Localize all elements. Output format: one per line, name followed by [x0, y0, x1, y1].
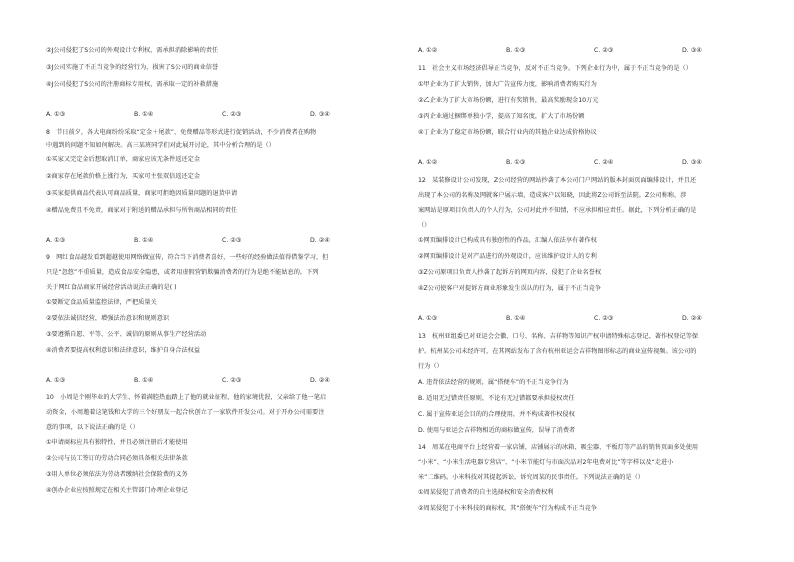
question-14-stem-line: “小米”、“小米生活电器专营店”、“小米节能灯与市面次品对2年电费对比”等字样以及“走进小 — [418, 459, 674, 466]
left-column — [46, 0, 396, 562]
option-a: A. ①③ — [46, 377, 66, 384]
question-11-statement: ②乙企业为了扩大市场份额，进行有奖销售，最高奖励现金10万元 — [418, 97, 599, 104]
question-12-options — [418, 314, 768, 323]
question-11-stem-line: 11 社会主义市场经济倡导正当竞争，反对不正当竞争。下列企业行为中，属于不正当竞争的是（） — [418, 65, 692, 72]
question-10-stem-line: 意的事项，以下说法正确的是（） — [46, 424, 139, 431]
option-c: C. ②③ — [222, 111, 242, 118]
question-13-stem-line: 行为（） — [418, 363, 443, 370]
option-c: C. ②③ — [222, 237, 242, 244]
question-10-stem-line: 10 小周是个刚毕业的大学生，怀着满腔热血踏上了他的就业征程，他的家境优渥，父亲给了他一笔启 — [46, 394, 327, 401]
statement-2: ②J公司侵犯了S公司的外观设计专利权，需承担消除影响的责任 — [46, 47, 219, 54]
option-b: B. ①③ — [506, 47, 526, 54]
question-13-stem-line: 护。杭州某公司未经许可，在其网站发布了含有杭州亚运会吉祥物图形标志的商业宣传视频。该公司的 — [418, 348, 697, 355]
question-12-stem-line: 12 某装修设计公司发现，Z公司经营的网站抄袭了本公司门户网站的版本封面页面编排设计，并且还 — [418, 177, 697, 184]
question-9-stem-line: 关于网红食品商家开展经营活动说法正确的是( ) — [46, 284, 177, 291]
option-a: A. ①② — [418, 47, 438, 54]
question-8-stem-line: 8 节日前夕，各大电商纷纷采取“定金＋尾款”、免费赠品等形式进行促销活动，不少消费者在购物 — [46, 129, 317, 136]
option-d: D. ②④ — [682, 315, 702, 322]
option-d: D. ③④ — [310, 111, 330, 118]
question-12-stem-line: 出现了本公司的名称及网就客户展示墙，造成客户以知晓，因此将Z公司诉至法院。Z公司称称，涉 — [418, 192, 687, 199]
question-13-choice: A. 违背依法经营的规则，属“搭便车”的不正当竞争行为 — [418, 379, 569, 386]
question-14-statement: ①周某侵犯了消费者的自主选择权和安全消费权利 — [418, 489, 554, 496]
option-b: B. ①④ — [134, 377, 154, 384]
question-8-options — [46, 236, 396, 245]
question-13-choice: C. 属于宣传亚运会目的的合理使用，并不构成著作权侵权 — [418, 411, 575, 418]
question-10-statement: ②公司与员工签订的劳动合同必须具备相关法律条款 — [46, 455, 188, 462]
question-14-stem-line: 14 周某在电商平台上经营着一家店铺，店铺展示的冰箱、吸尘器、平板灯等产品的销售页面多处使用 — [418, 444, 699, 451]
option-b: B. ①④ — [134, 237, 154, 244]
question-13-choice: B. 适用无过错责任原则，不论有无过错都要承担侵权责任 — [418, 395, 575, 402]
question-9-statement: ②要依法诚信经营，增强法治意识和规则意识 — [46, 315, 170, 322]
answer-options — [418, 46, 768, 55]
option-d: D. ②④ — [310, 237, 330, 244]
option-c: C. ②③ — [222, 377, 242, 384]
question-10-stem-line: 动资金，小周邀着这笔钱和大学的三个好朋友一起合伙创立了一家软件开发公司。对于开办公司需要注 — [46, 409, 325, 416]
question-9-statement: ①要断定食品质量监控法律，严把质量关 — [46, 299, 157, 306]
question-13-choice: D. 使用与亚运会吉祥物相近的商标做宣传，误导了消费者 — [418, 427, 576, 434]
question-13-stem-line: 13 杭州亚组委已对亚运会会徽、口号、名称、吉祥物等知识产权申请特殊标志登记、著作权登记等保 — [418, 333, 699, 340]
option-b: B. ①④ — [506, 315, 526, 322]
question-8-stem-line: 中遇到的问题不知如何解决。高三某班同学们对此展开讨论，其中分析合理的是（） — [46, 142, 275, 149]
question-12-statement: ①网页编排设计已构成具有独创性的作品，汇编人依法享有著作权 — [418, 237, 597, 244]
question-9-statement: ③要遵循自愿、平等、公平、诚信的原则从事生产经营活动 — [46, 331, 207, 338]
option-c: C. ②③ — [594, 315, 614, 322]
question-10-statement: ①申请商标应具有独特性，并且必须注册后才能使用 — [46, 439, 188, 446]
question-9-statement: ④消费者要提高权利意识和法律意识，维护自身合法权益 — [46, 347, 201, 354]
question-8-statement: ③买家提供商品代表认可商品质量，商家可拒绝因质量问题的退货申请 — [46, 190, 238, 197]
question-9-stem-line: 只是“忽悠”不重质量，造成食品安全隐患，或者用虚假营销欺骗消费者的行为是绝不能姑息的。下列 — [46, 269, 319, 276]
option-d: D. ②④ — [310, 377, 330, 384]
question-14-statement: ②周某侵犯了小米科技的商标权，其“搭便车”行为构成不正当竞争 — [418, 505, 598, 512]
question-8-statement: ④赠品免费且不免责，商家对于附送的赠品承担与所售商品相同的责任 — [46, 207, 238, 214]
option-a: A. ①③ — [418, 315, 438, 322]
question-11-options — [418, 158, 768, 167]
option-a: A. ①② — [418, 159, 438, 166]
question-9-options — [46, 376, 396, 385]
question-11-statement: ④丁企业为了稳定市场份额，联合行业内的其他企业达成价格协议 — [418, 129, 597, 136]
statement-4: ④J公司侵犯了S公司的注册商标专用权，需承取一定的补救措施 — [46, 81, 219, 88]
statement-3: ③J公司实施了不正当竞争的经营行为，损害了S公司的商业信誉 — [46, 64, 219, 71]
option-c: C. ②③ — [594, 47, 614, 54]
question-12-statement: ④Z公司使客户对提诉方商业形象发生误认的行为，属于不正当竞争 — [418, 285, 602, 292]
option-a: A. ①③ — [46, 237, 66, 244]
option-b: B. ①④ — [134, 111, 154, 118]
question-14-stem-line: 米”二维码。小米科技对其提起诉讼，诉究周某的民事责任。下列说法正确的是（） — [418, 474, 644, 481]
question-12-statement: ③Z公司原项目负责人抄袭了起诉方的网页内容，侵犯了企业名誉权 — [418, 269, 602, 276]
question-12-stem-line: （） — [418, 222, 431, 229]
question-9-stem-line: 9 网红食品越发看到超越使用网络做宣传，符合当下消费者喜好，一些好的经验做法值得借鉴学习，但 — [46, 254, 329, 261]
question-11-statement: ①甲企业为了扩大销售，加大广告宣传力度，影响消费者购买行为 — [418, 81, 597, 88]
option-c: C. ②④ — [594, 159, 614, 166]
question-10-statement: ④创办企业应按照规定在相关主管部门办理企业登记 — [46, 487, 188, 494]
option-b: B. ①③ — [506, 159, 526, 166]
right-column — [418, 0, 768, 562]
option-a: A. ①③ — [46, 111, 66, 118]
question-10-statement: ③用人单位必须依法为劳动者缴纳社会保险费的义务 — [46, 471, 188, 478]
question-12-statement: ②网页编排设计是对产品进行的外观设计，应该维护设计人的专利 — [418, 253, 597, 260]
question-11-statement: ③丙企业通过捆绑单独小学，提高了知名度，扩大了市场份额 — [418, 113, 585, 120]
question-8-statement: ①买家又完定金后想取消订单，商家应该无条件返还定金 — [46, 156, 201, 163]
question-8-statement: ②商家存在尾款价格上涨行为，买家可主张双倍返还定金 — [46, 173, 201, 180]
option-d: D. ③④ — [682, 159, 702, 166]
answer-options — [46, 110, 396, 119]
question-12-stem-line: 案网站是原项目负责人的个人行为，公司对此并不知情，不应承担相应责任。据此，下列分析正确的是 — [418, 207, 697, 214]
option-d: D. ③④ — [682, 47, 702, 54]
